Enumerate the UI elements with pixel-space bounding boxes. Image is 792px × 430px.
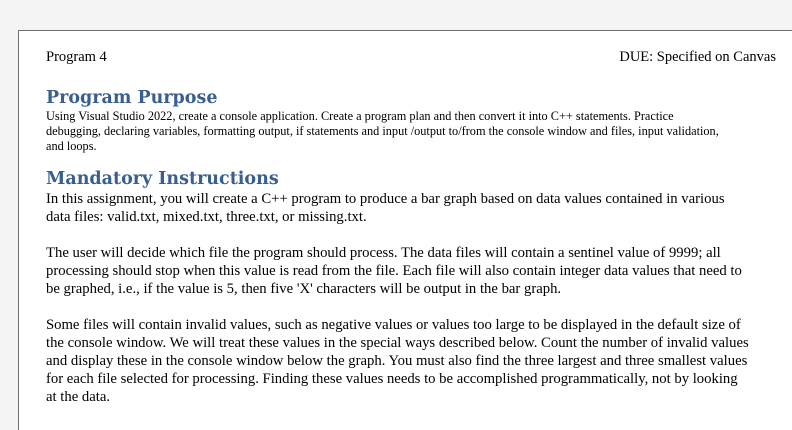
program-purpose-text: Using Visual Studio 2022, create a console application. Create a program plan and then convert it into C++ statements. Practice debugging, declaring variables, formatting output, if statements and input /output to/from the console window and files, input validation, and loops. (46, 109, 719, 153)
document-content (46, 87, 749, 406)
page-header (46, 47, 776, 67)
program-label: Program 4 (46, 49, 107, 65)
instructions-paragraph-1: In this assignment, you will create a C++ program to produce a bar graph based on data values contained in various data files: valid.txt, mixed.txt, three.txt, or missing.txt. (46, 191, 725, 225)
due-label: DUE: Specified on Canvas (619, 49, 776, 65)
document-page (18, 30, 792, 430)
program-purpose-heading: Program Purpose (46, 88, 218, 108)
mandatory-instructions-heading: Mandatory Instructions (46, 169, 279, 189)
instructions-paragraph-2: The user will decide which file the program should process. The data files will contain a sentinel value of 9999; all processing should stop when this value is read from the file. Each file will also contain integer data values that need to be graphed, i.e., if the value is 5, then five 'X' characters will be output in the bar graph. (46, 245, 742, 297)
instructions-paragraph-3: Some files will contain invalid values, such as negative values or values too large to be displayed in the default size of the console window. We will treat these values in the special ways described below. Count the number of invalid values and display these in the console window below the graph. You must also find the three largest and three smallest values for each file selected for processing. Finding these values needs to be accomplished programmatically, not by looking at the data. (46, 317, 749, 405)
